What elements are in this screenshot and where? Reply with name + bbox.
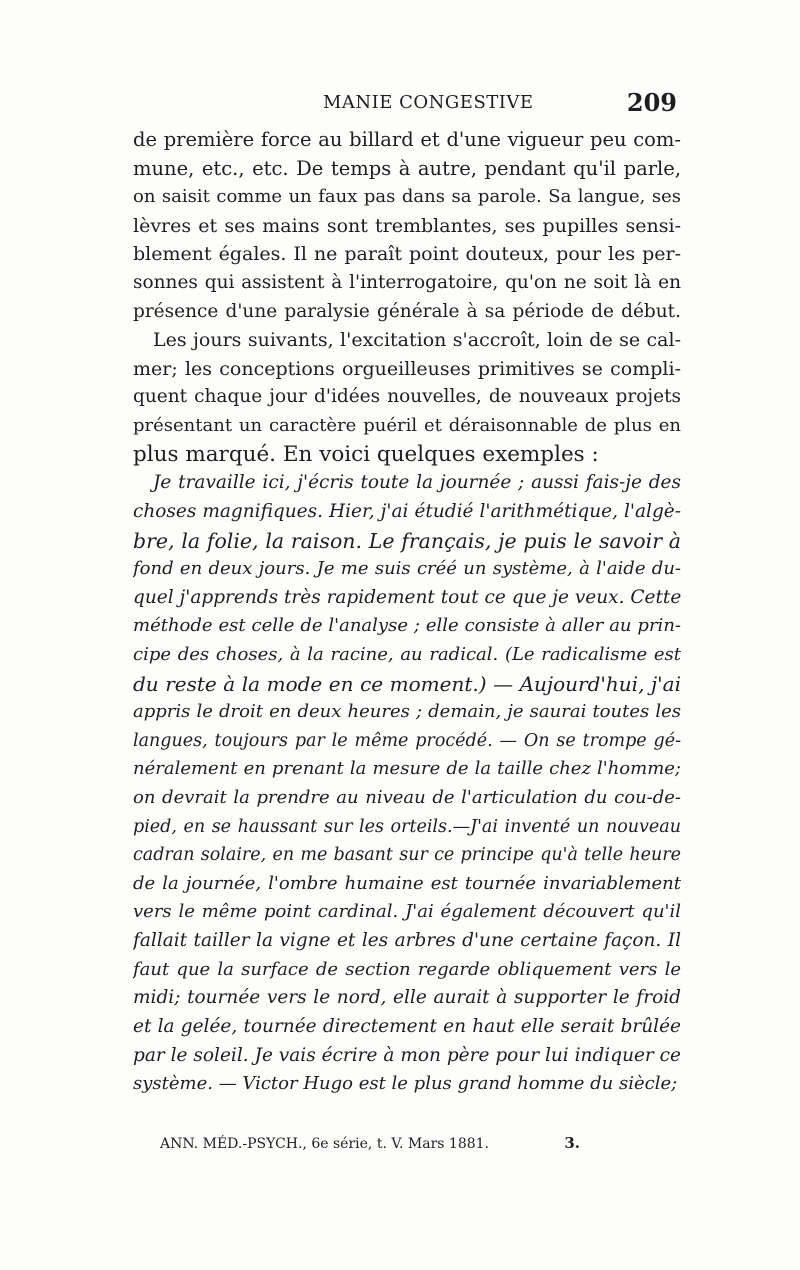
- text-line: de première force au billard et d'une vigueur peu com-: [133, 128, 681, 151]
- signature-mark: 3.: [564, 1134, 580, 1152]
- text-line: langues, toujours par le même procédé. — On se trompe gé-: [133, 730, 681, 751]
- text-line: mune, etc., etc. De temps à autre, pendant qu'il parle,: [133, 156, 681, 180]
- text-line: présence d'une paralysie générale à sa période de début.: [133, 300, 681, 322]
- text-line: cipe des choses, à la racine, au radical. (Le radicalisme est: [133, 643, 681, 665]
- text-line: néralement en prenant la mesure de la taille chez l'homme;: [133, 758, 681, 780]
- text-line: du reste à la mode en ce moment.) — Aujourd'hui, j'ai: [133, 671, 681, 696]
- text-line: cadran solaire, en me basant sur ce principe qu'à telle heure: [133, 845, 681, 866]
- text-line: et la gelée, tournée directement en haut elle serait brûlée: [133, 1015, 681, 1037]
- text-line: présentant un caractère puéril et déraisonnable de plus en: [133, 415, 681, 437]
- text-line: plus marqué. En voici quelques exemples :: [133, 441, 599, 467]
- text-line: mer; les conceptions orgueilleuses primitives se compli-: [133, 357, 681, 380]
- text-line: vers le même point cardinal. J'ai également découvert qu'il: [133, 901, 681, 923]
- text-line: faut que la surface de section regarde obliquement vers le: [133, 958, 681, 980]
- text-line: bre, la folie, la raison. Le français, je puis le savoir à: [133, 528, 681, 553]
- text-line: de la journée, l'ombre humaine est tournée invariablement: [133, 872, 681, 894]
- text-line: Les jours suivants, l'excitation s'accroît, loin de se cal-: [153, 329, 681, 352]
- text-line: quel j'apprends très rapidement tout ce que je veux. Cette: [133, 586, 681, 608]
- text-line: système. — Victor Hugo est le plus grand homme du siècle;: [133, 1073, 678, 1095]
- text-line: quent chaque jour d'idées nouvelles, de nouveaux projets: [133, 386, 681, 408]
- text-line: méthode est celle de l'analyse ; elle consiste à aller au prin-: [133, 615, 681, 637]
- text-line: appris le droit en deux heures ; demain, je saurai toutes les: [133, 701, 681, 723]
- text-line: fond en deux jours. Je me suis créé un système, à l'aide du-: [133, 558, 681, 580]
- journal-citation: ANN. MÉD.-PSYCH., 6e série, t. V. Mars 1881.: [160, 1136, 489, 1152]
- body-text: [133, 126, 681, 1099]
- page-number: 209: [626, 88, 677, 117]
- text-line: pied, en se haussant sur les orteils.—J'ai inventé un nouveau: [133, 816, 681, 837]
- page-header: [133, 88, 681, 122]
- text-line: choses magnifiques. Hier, j'ai étudié l'arithmétique, l'algè-: [133, 500, 681, 522]
- text-line: lèvres et ses mains sont tremblantes, ses pupilles sensi-: [133, 214, 681, 237]
- running-title: MANIE CONGESTIVE: [323, 92, 534, 113]
- text-line: blement égales. Il ne paraît point douteux, pour les per-: [133, 243, 681, 266]
- text-line: fallait tailler la vigne et les arbres d'une certaine façon. Il: [133, 930, 681, 952]
- page-footer: [160, 1134, 580, 1152]
- text-line: on devrait la prendre au niveau de l'articulation du cou-de-: [133, 787, 681, 809]
- text-line: midi; tournée vers le nord, elle aurait à supporter le froid: [133, 987, 681, 1009]
- text-line: sonnes qui assistent à l'interrogatoire, qu'on ne soit là en: [133, 272, 681, 294]
- text-line: Je travaille ici, j'écris toute la journée ; aussi fais-je des: [153, 472, 681, 494]
- text-line: on saisit comme un faux pas dans sa parole. Sa langue, ses: [133, 186, 681, 208]
- text-line: par le soleil. Je vais écrire à mon père pour lui indiquer ce: [133, 1044, 681, 1066]
